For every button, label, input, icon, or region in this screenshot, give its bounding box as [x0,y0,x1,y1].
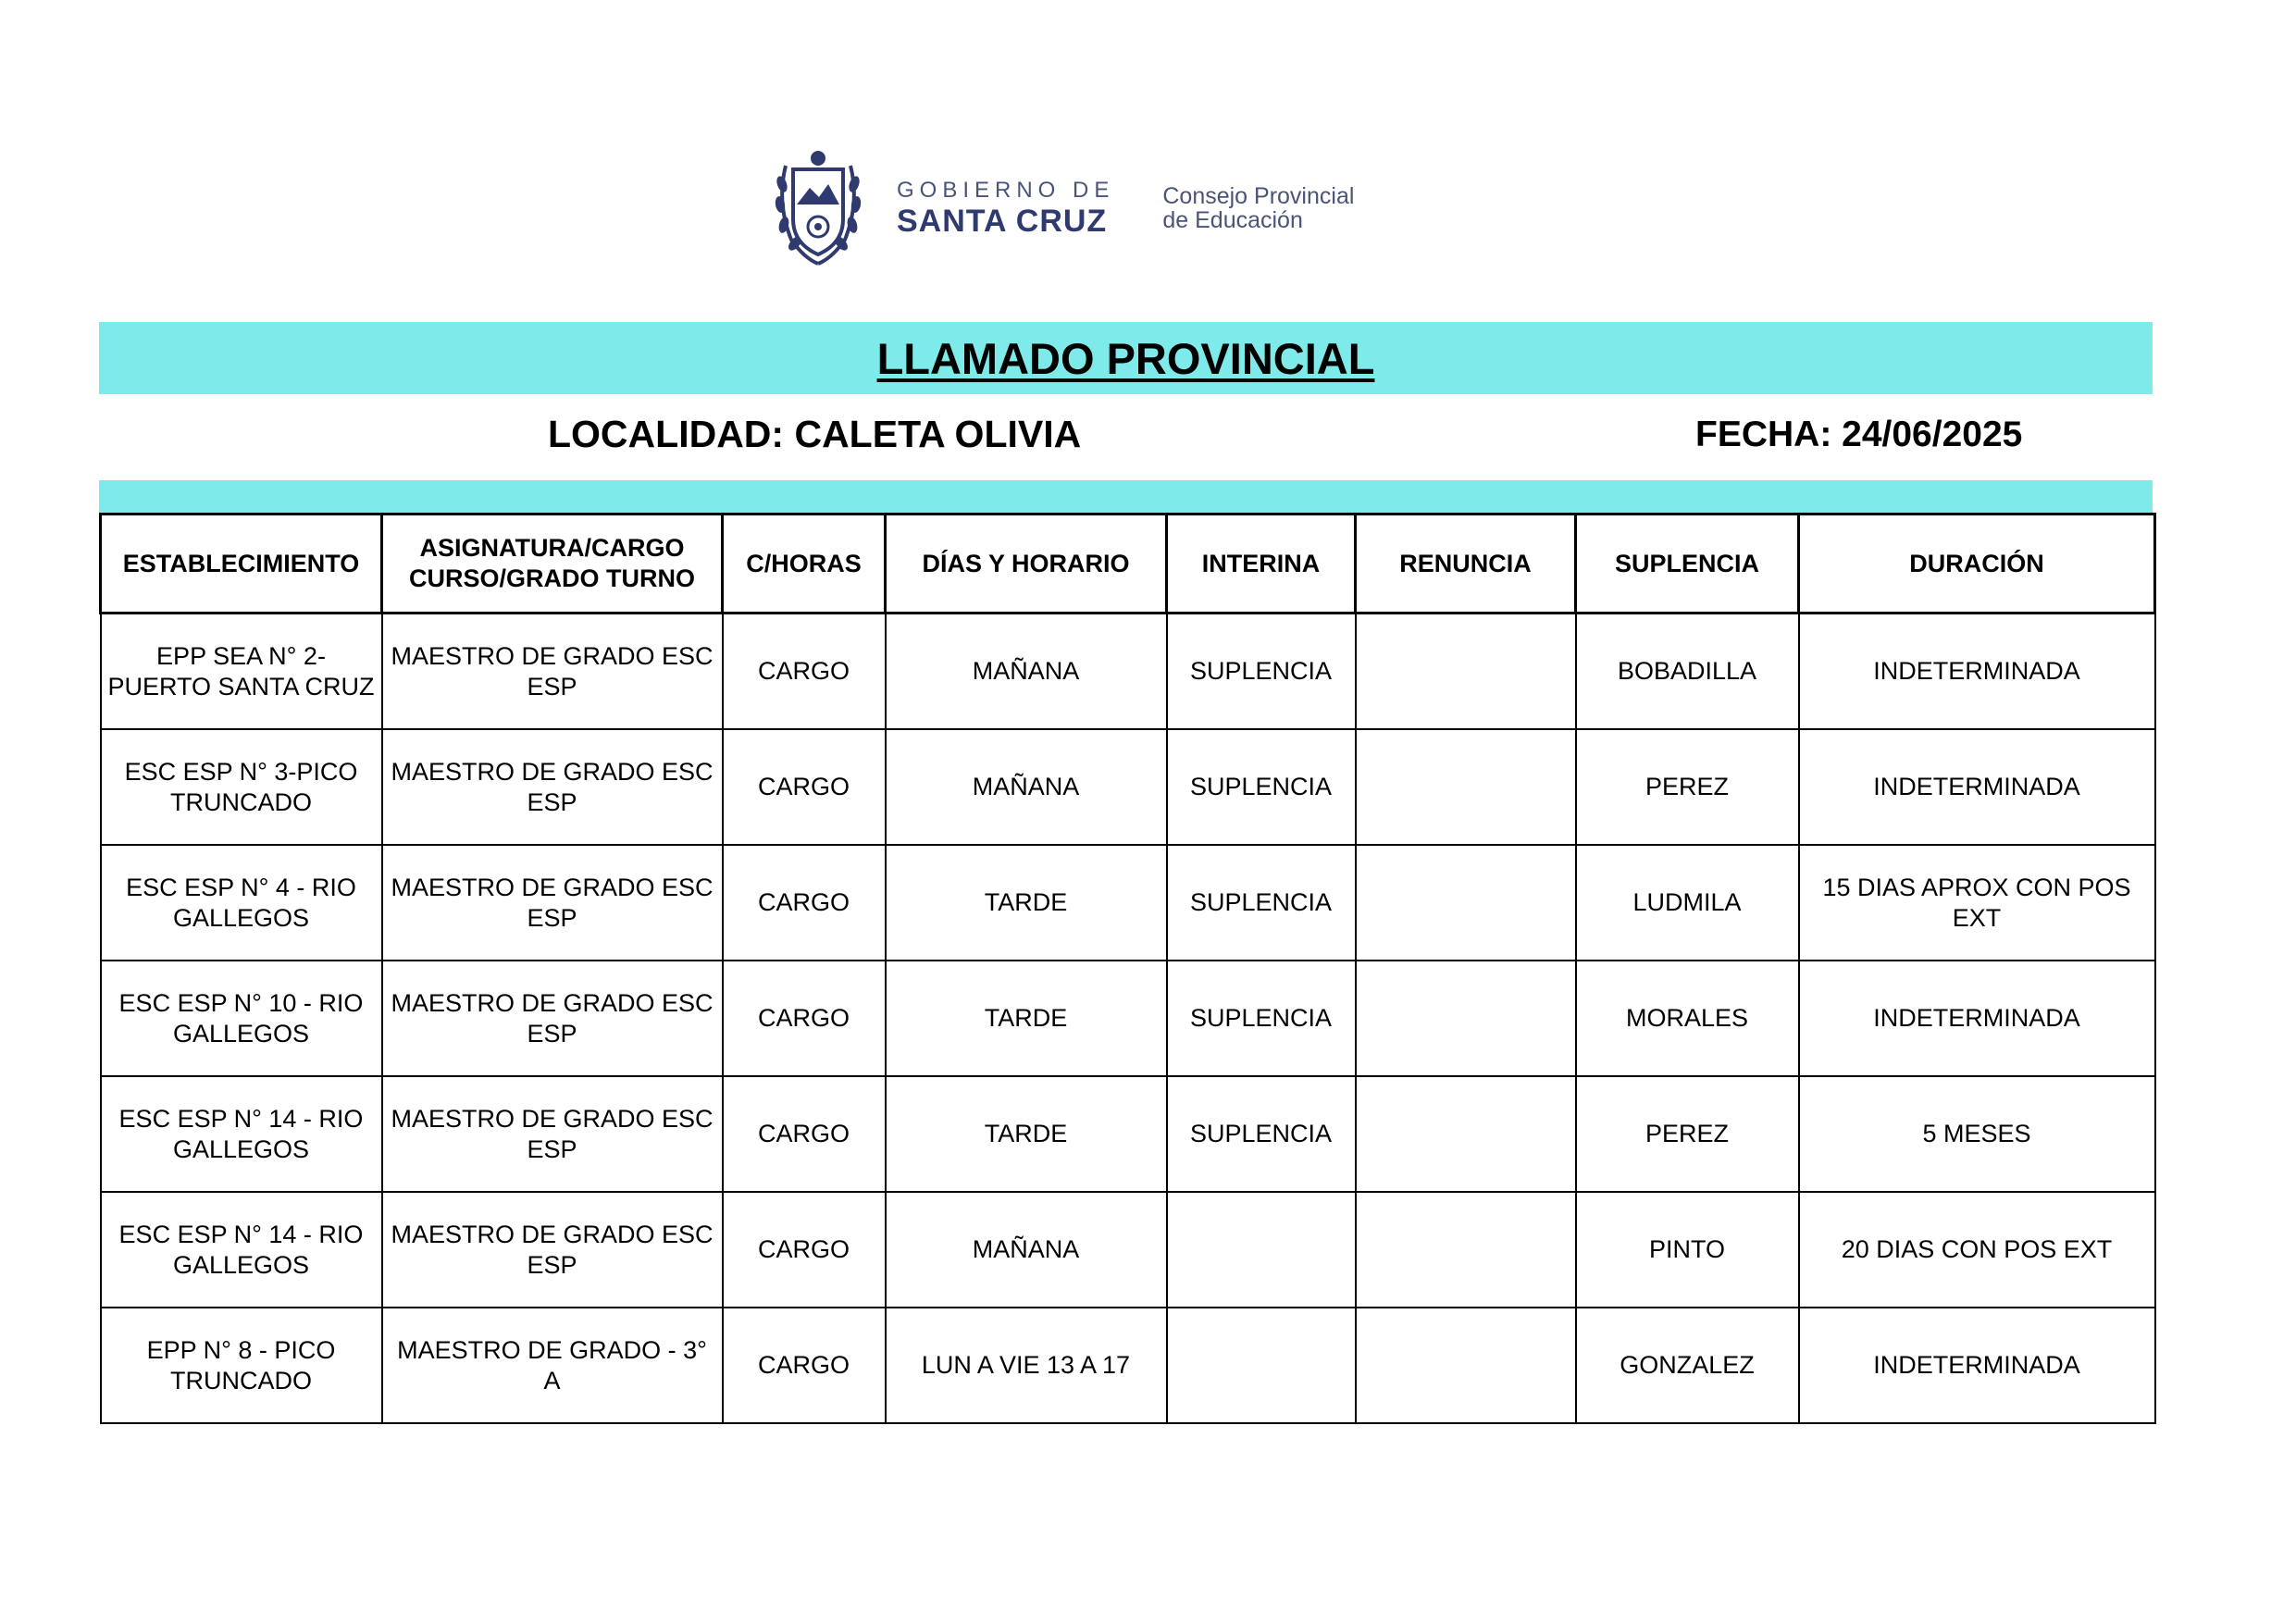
localidad-label: LOCALIDAD: CALETA OLIVIA [548,413,1082,455]
table-cell: BOBADILLA [1576,614,1799,730]
title-band [99,322,2153,394]
column-header: DÍAS Y HORARIO [886,514,1167,614]
table-cell: SUPLENCIA [1167,1076,1356,1192]
table-cell: TARDE [886,1076,1167,1192]
table-cell: SUPLENCIA [1167,845,1356,961]
table-cell [1356,729,1576,845]
table-cell: CARGO [723,1192,886,1308]
table-cell: MAESTRO DE GRADO ESC ESP [382,1076,723,1192]
table-cell: PEREZ [1576,1076,1799,1192]
fecha-label: FECHA: 24/06/2025 [1695,415,2023,454]
table-cell [1356,1076,1576,1192]
table-cell: SUPLENCIA [1167,614,1356,730]
consejo-wordmark [1162,184,1354,232]
table-cell [1356,1192,1576,1308]
table-cell: ESC ESP N° 3-PICO TRUNCADO [101,729,382,845]
table-cell: ESC ESP N° 14 - RIO GALLEGOS [101,1192,382,1308]
table-cell: MORALES [1576,961,1799,1076]
table-cell: TARDE [886,961,1167,1076]
header-logo [773,145,1354,270]
table-cell: 5 MESES [1799,1076,2155,1192]
column-header: C/HORAS [723,514,886,614]
table-cell: MAÑANA [886,1192,1167,1308]
table-cell [1167,1192,1356,1308]
table-cell [1356,614,1576,730]
table-cell: MAESTRO DE GRADO ESC ESP [382,614,723,730]
column-header: ESTABLECIMIENTO [101,514,382,614]
table-cell: ESC ESP N° 10 - RIO GALLEGOS [101,961,382,1076]
table-cell: INDETERMINADA [1799,729,2155,845]
table-cell: 15 DIAS APROX CON POS EXT [1799,845,2155,961]
table-cell: ESC ESP N° 14 - RIO GALLEGOS [101,1076,382,1192]
table-row [101,961,2155,1076]
table-cell: ESC ESP N° 4 - RIO GALLEGOS [101,845,382,961]
table-cell: GONZALEZ [1576,1308,1799,1423]
table-cell: MAÑANA [886,614,1167,730]
table-cell: CARGO [723,1076,886,1192]
table-cell [1356,845,1576,961]
vacancies-table [99,513,2156,1424]
table-cell: SUPLENCIA [1167,961,1356,1076]
table-row [101,614,2155,730]
table-cell: INDETERMINADA [1799,961,2155,1076]
consejo-line1: Consejo Provincial [1162,182,1355,209]
table-cell: MAESTRO DE GRADO ESC ESP [382,961,723,1076]
table-cell: EPP N° 8 - PICO TRUNCADO [101,1308,382,1423]
page-title: LLAMADO PROVINCIAL [876,333,1375,383]
table-cell: CARGO [723,961,886,1076]
table-cell: MAESTRO DE GRADO - 3° A [382,1308,723,1423]
column-header: INTERINA [1167,514,1356,614]
table-cell [1356,1308,1576,1423]
table-cell: EPP SEA N° 2- PUERTO SANTA CRUZ [101,614,382,730]
table-cell: CARGO [723,729,886,845]
separator-band [99,480,2153,514]
table-cell: MAESTRO DE GRADO ESC ESP [382,845,723,961]
table-row [101,845,2155,961]
table-cell: INDETERMINADA [1799,1308,2155,1423]
consejo-line2: de Educación [1162,206,1303,233]
table-cell: PEREZ [1576,729,1799,845]
column-header: DURACIÓN [1799,514,2155,614]
table-row [101,1308,2155,1423]
table-header-row [101,514,2155,614]
table-row [101,1192,2155,1308]
table-cell: MAÑANA [886,729,1167,845]
column-header: RENUNCIA [1356,514,1576,614]
table-cell: CARGO [723,845,886,961]
table-cell: LUDMILA [1576,845,1799,961]
table-row [101,1076,2155,1192]
gobierno-line1: GOBIERNO DE [897,177,1115,203]
table-cell: INDETERMINADA [1799,614,2155,730]
column-header: ASIGNATURA/CARGO CURSO/GRADO TURNO [382,514,723,614]
table-cell: MAESTRO DE GRADO ESC ESP [382,729,723,845]
table-row [101,729,2155,845]
gobierno-line2: SANTA CRUZ [897,203,1108,239]
gobierno-wordmark [897,178,1114,239]
table-cell: CARGO [723,614,886,730]
table-cell: PINTO [1576,1192,1799,1308]
table-cell: SUPLENCIA [1167,729,1356,845]
table-cell: LUN A VIE 13 A 17 [886,1308,1167,1423]
santa-cruz-crest-icon [773,147,863,269]
table-cell [1356,961,1576,1076]
column-header: SUPLENCIA [1576,514,1799,614]
table-cell: MAESTRO DE GRADO ESC ESP [382,1192,723,1308]
table-cell: 20 DIAS CON POS EXT [1799,1192,2155,1308]
table-cell: TARDE [886,845,1167,961]
table-cell [1167,1308,1356,1423]
table-cell: CARGO [723,1308,886,1423]
